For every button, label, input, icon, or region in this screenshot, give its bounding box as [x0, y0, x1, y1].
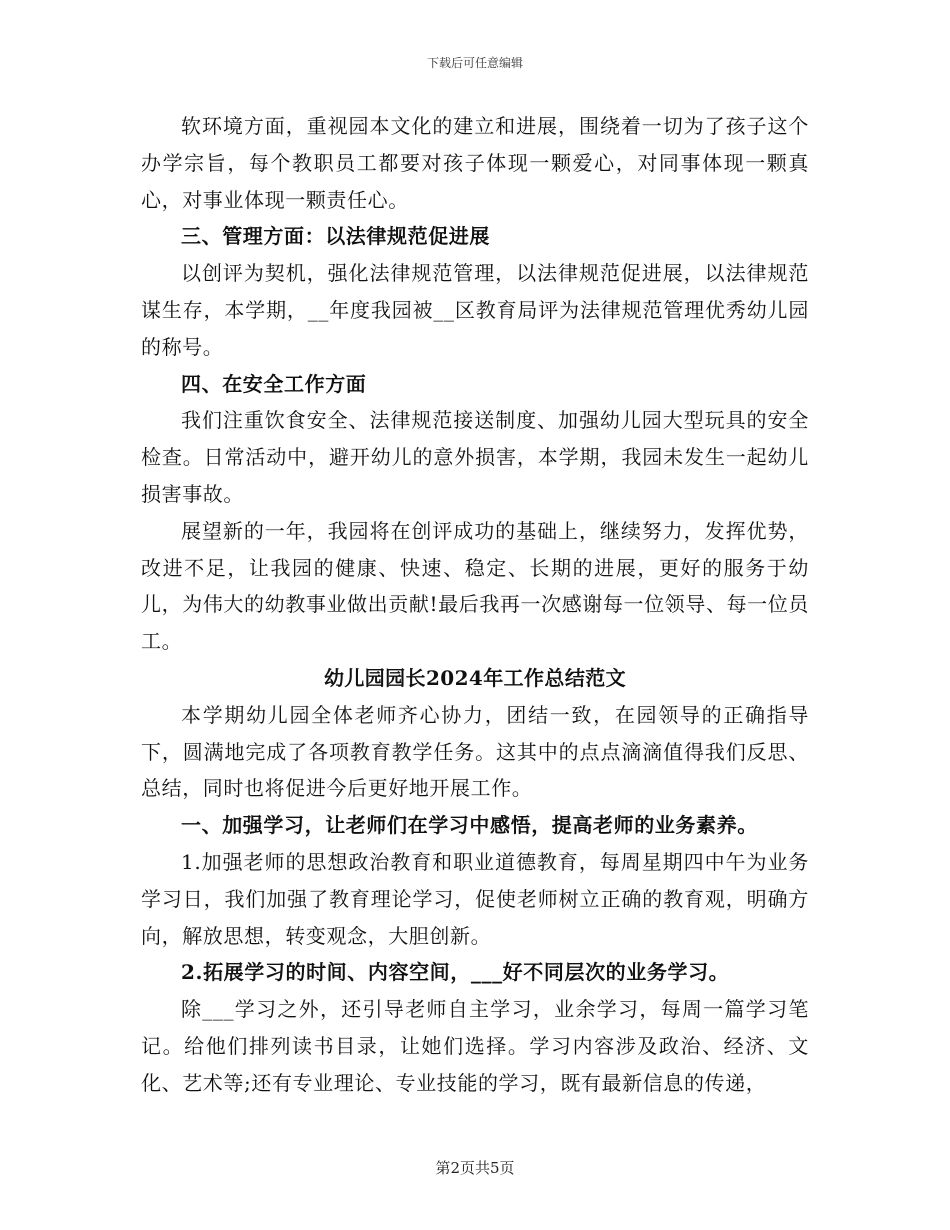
page-number: 第2页共5页	[435, 1159, 515, 1177]
paragraph-soft-environment: 软环境方面，重视园本文化的建立和进展，围绕着一切为了孩子这个办学宗旨，每个教职员工都要对孩子体现一颗爱心，对同事体现一颗真心，对事业体现一颗责任心。	[141, 114, 809, 212]
document-title: 幼儿园园长2024年工作总结范文	[323, 665, 627, 690]
paragraph-self-study: 除___学习之外，还引导老师自主学习，业余学习，每周一篇学习笔记。给他们排列读书目录，让她们选择。学习内容涉及政治、经济、文化、艺术等;还有专业理论、专业技能的学习，既有最新信息的传递，	[141, 997, 809, 1095]
paragraph-outlook: 展望新的一年，我园将在创评成功的基础上，继续努力，发挥优势，改进不足，让我园的健康、快速、稳定、长期的进展，更好的服务于幼儿，为伟大的幼教事业做出贡献!最后我再一次感谢每一位领导、每一位员工。	[141, 518, 809, 654]
section-heading-learning: 一、加强学习，让老师们在学习中感悟，提高老师的业务素养。	[181, 813, 758, 838]
subsection-heading-expand-learning: 2.拓展学习的时间、内容空间，___好不同层次的业务学习。	[181, 960, 730, 985]
paragraph-ethics-education: 1.加强老师的思想政治教育和职业道德教育，每周星期四中午为业务学习日，我们加强了教育理论学习，促使老师树立正确的教育观，明确方向，解放思想，转变观念，大胆创新。	[141, 849, 809, 948]
paragraph-intro: 本学期幼儿园全体老师齐心协力，团结一致，在园领导的正确指导下，圆满地完成了各项教育教学任务。这其中的点点滴滴值得我们反思、总结，同时也将促进今后更好地开展工作。	[141, 702, 809, 801]
section-heading-safety: 四、在安全工作方面	[181, 371, 367, 396]
document-body	[141, 108, 809, 1102]
paragraph-safety: 我们注重饮食安全、法律规范接送制度、加强幼儿园大型玩具的安全检查。日常活动中，避开幼儿的意外损害，本学期，我园未发生一起幼儿损害事故。	[141, 408, 809, 506]
page-header: 下载后可任意编辑	[426, 56, 523, 70]
paragraph-management: 以创评为契机，强化法律规范管理，以法律规范促进展，以法律规范谋生存，本学期，__年度我园被__区教育局评为法律规范管理优秀幼儿园的称号。	[141, 261, 809, 359]
section-heading-management: 三、管理方面：以法律规范促进展	[181, 224, 490, 249]
